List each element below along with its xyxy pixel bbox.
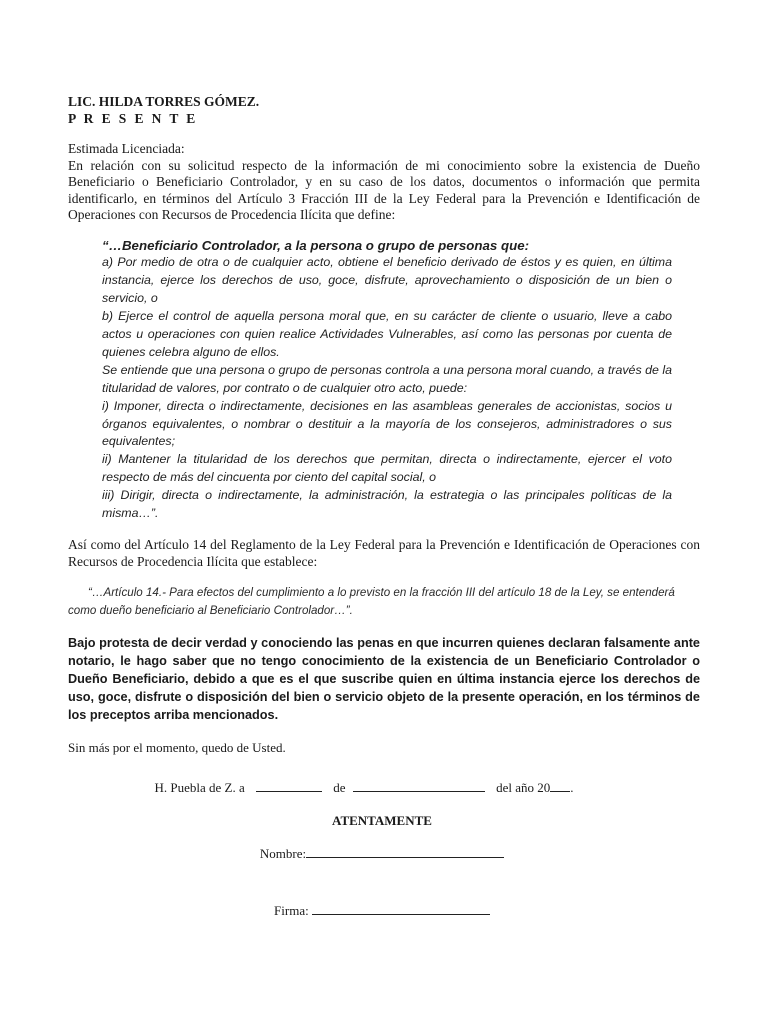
date-period: . xyxy=(570,779,574,795)
definition-item: ii) Mantener la titularidad de los derechos que permitan, directa o indirectamente, ejercer el voto respecto de más del cincuenta por ciento del capital social, o xyxy=(102,452,672,485)
atentamente-heading: ATENTAMENTE xyxy=(332,813,432,828)
firma-blank[interactable] xyxy=(312,902,490,915)
year-label: del año 20 xyxy=(496,779,551,795)
firma-label: Firma: xyxy=(274,903,309,918)
day-blank[interactable] xyxy=(256,779,322,792)
protest-paragraph: Bajo protesta de decir verdad y conociendo las penas en que incurren quienes declaran falsamente ante notario, le hago saber que no tengo conocimiento de la existencia de un Beneficiario Controlador o Dueño Beneficiario, debido a que es el que suscribe quien en última instancia ejerce los derechos de uso, goce, disfrute o disposición del bien o servicio objeto de la presente operación, en los términos de los preceptos arriba mencionados. xyxy=(68,636,700,722)
place-prefix: H. Puebla de Z. a xyxy=(154,779,245,795)
month-blank[interactable] xyxy=(353,779,485,792)
addressee-presente: P R E S E N T E xyxy=(68,110,198,126)
greeting: Estimada Licenciada: xyxy=(68,141,185,156)
definition-item: iii) Dirigir, directa o indirectamente, la administración, la estrategia o las principales políticas de la misma…”. xyxy=(102,488,672,521)
definition-quote-heading: “…Beneficiario Controlador, a la persona o grupo de personas que: xyxy=(102,237,530,253)
definition-item: Se entiende que una persona o grupo de personas controla a una persona moral cuando, a través de la titularidad de valores, por contrato o de cualquier otro acto, puede: xyxy=(102,362,672,395)
definition-quote xyxy=(102,237,672,524)
definition-item: i) Imponer, directa o indirectamente, decisiones en las asambleas generales de accionistas, socios u órganos equivalentes, o nombrar o destituir a la mayoría de los consejeros, administradores o sus equivalentes; xyxy=(102,398,672,449)
nombre-line xyxy=(68,845,700,863)
firma-line xyxy=(68,902,700,920)
article14-paragraph: Así como del Artículo 14 del Reglamento de la Ley Federal para la Prevención e Identificación de Operaciones con Recursos de Procedencia Ilícita que establece: xyxy=(68,537,700,569)
de-label: de xyxy=(333,779,346,795)
definition-item: a) Por medio de otra o de cualquier acto, obtiene el beneficio derivado de éstos y es quien, en última instancia, ejerce los derechos de uso, goce, disfrute, aprovechamiento o disposición de un bien o servicio, o xyxy=(102,255,672,306)
intro-paragraph: En relación con su solicitud respecto de la información de mi conocimiento sobre la existencia de Dueño Beneficiario o Beneficiario Controlador, y en su caso de los datos, documentos o información que permita identificarlo, en términos del Artículo 3 Fracción III de la Ley Federal para la Prevención e Identificación de Operaciones con Recursos de Procedencia Ilícita que define: xyxy=(68,157,700,222)
place-date-line xyxy=(68,779,700,797)
addressee-name: LIC. HILDA TORRES GÓMEZ. xyxy=(68,94,260,109)
definition-item: b) Ejerce el control de aquella persona moral que, en su carácter de cliente o usuario, lleve a cabo actos u operaciones con quien realice Actividades Vulnerables, así como las personas por cuenta de quienes celebra alguno de ellos. xyxy=(102,309,672,359)
article14-quote: “…Artículo 14.- Para efectos del cumplimiento a lo previsto en la fracción III del artículo 18 de la Ley, se entenderá como dueño beneficiario al Beneficiario Controlador…”. xyxy=(68,586,675,617)
nombre-label: Nombre: xyxy=(259,845,307,861)
letter-page xyxy=(68,94,700,920)
year-blank[interactable] xyxy=(550,779,570,792)
closing-line: Sin más por el momento, quedo de Usted. xyxy=(68,740,286,755)
nombre-blank[interactable] xyxy=(306,845,504,858)
